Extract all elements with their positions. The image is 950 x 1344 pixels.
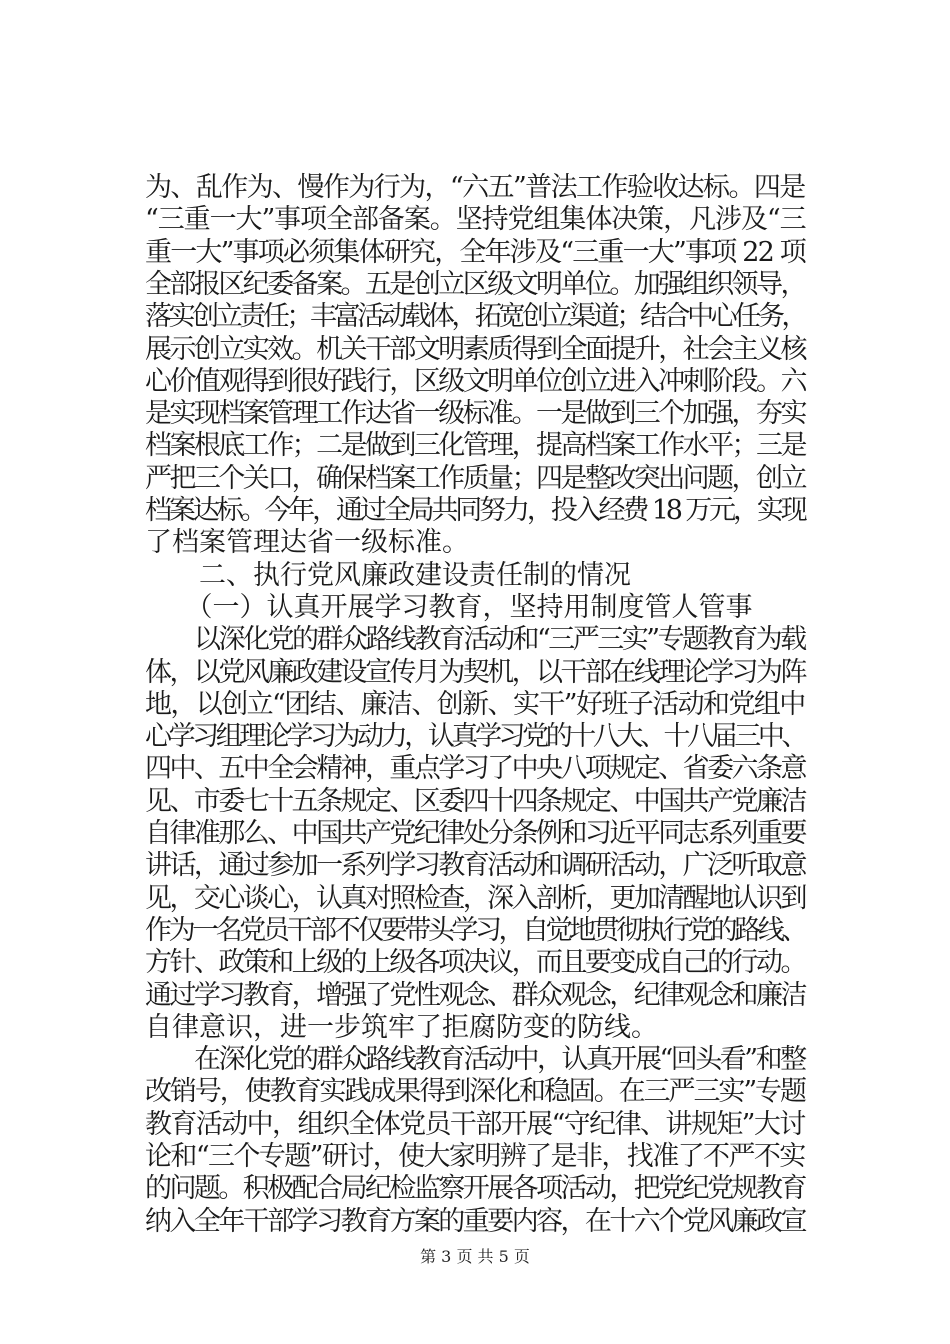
text-line: 自律准那么、中国共产党纪律处分条例和习近平同志系列重要 xyxy=(145,818,805,849)
text-line: 见，交心谈心，认真对照检查，深入剖析，更加清醒地认识到 xyxy=(145,882,805,914)
text-line: 纳入全年干部学习教育方案的重要内容，在十六个党风廉政宣 xyxy=(145,1205,805,1237)
text-line: 讲话，通过参加一系列学习教育活动和调研活动，广泛听取意 xyxy=(145,850,805,882)
text-line: 体，以党风廉政建设宣传月为契机，以干部在线理论学习为阵 xyxy=(145,656,805,688)
text-line: 四中、五中全会精神，重点学习了中央八项规定、省委六条意 xyxy=(145,753,805,785)
text-line: 了档案管理达省一级标准。 xyxy=(145,527,469,559)
text-line: 见、市委七十五条规定、区委四十四条规定、中国共产党廉洁 xyxy=(145,785,805,817)
text-line: 心学习组理论学习为动力，认真学习党的十八大、十八届三中、 xyxy=(145,721,805,753)
text-line: 全部报区纪委备案。五是创立区级文明单位。加强组织领导， xyxy=(145,268,805,300)
text-line: 重一大”事项必须集体研究，全年涉及“三重一大”事项 22 项 xyxy=(145,236,805,268)
text-line: 方针、政策和上级的上级各项决议，而且要变成自己的行动。 xyxy=(145,947,805,979)
text-line: 的问题。积极配合局纪检监察开展各项活动，把党纪党规教育 xyxy=(145,1173,805,1205)
text-line: 自律意识，进一步筑牢了拒腐防变的防线。 xyxy=(145,1011,658,1043)
text-line: 作为一名党员干部不仅要带头学习，自觉地贯彻执行党的路线、 xyxy=(145,914,805,946)
text-line: 二、执行党风廉政建设责任制的情况 xyxy=(145,559,631,591)
text-line: 论和“三个专题”研讨，使大家明辨了是非，找准了不严不实 xyxy=(145,1141,805,1172)
text-line: 为、乱作为、慢作为行为，“六五”普法工作验收达标。四是 xyxy=(145,172,805,203)
text-line: 以深化党的群众路线教育活动和“三严三实”专题教育为载 xyxy=(145,624,805,656)
page-footer: 第 3 页 共 5 页 xyxy=(420,1247,530,1266)
text-line: 档案达标。今年，通过全局共同努力，投入经费 18 万元，实现 xyxy=(145,495,805,526)
text-line: 落实创立责任；丰富活动载体，拓宽创立渠道；结合中心任务， xyxy=(145,301,805,333)
text-line: 展示创立实效。机关干部文明素质得到全面提升，社会主义核 xyxy=(145,333,805,365)
text-line: 在深化党的群众路线教育活动中，认真开展“回头看”和整 xyxy=(145,1044,805,1076)
text-line: 地，以创立“团结、廉洁、创新、实干”好班子活动和党组中 xyxy=(145,688,805,720)
text-line: 严把三个关口，确保档案工作质量；四是整改突出问题，创立 xyxy=(145,462,805,494)
text-line: 改销号，使教育实践成果得到深化和稳固。在三严三实”专题 xyxy=(145,1076,805,1108)
text-line: 档案根底工作；二是做到三化管理，提高档案工作水平；三是 xyxy=(145,430,805,462)
text-line: 通过学习教育，增强了党性观念、群众观念，纪律观念和廉洁 xyxy=(145,979,805,1011)
text-line: 是实现档案管理工作达省一级标准。一是做到三个加强，夯实 xyxy=(145,398,805,430)
text-line: （一）认真开展学习教育，坚持用制度管人管事 xyxy=(145,591,753,623)
text-line: “三重一大”事项全部备案。坚持党组集体决策，凡涉及“三 xyxy=(145,204,806,236)
text-line: 教育活动中，组织全体党员干部开展“守纪律、讲规矩”大讨 xyxy=(145,1108,805,1140)
text-line: 心价值观得到很好践行，区级文明单位创立进入冲刺阶段。六 xyxy=(145,365,805,397)
